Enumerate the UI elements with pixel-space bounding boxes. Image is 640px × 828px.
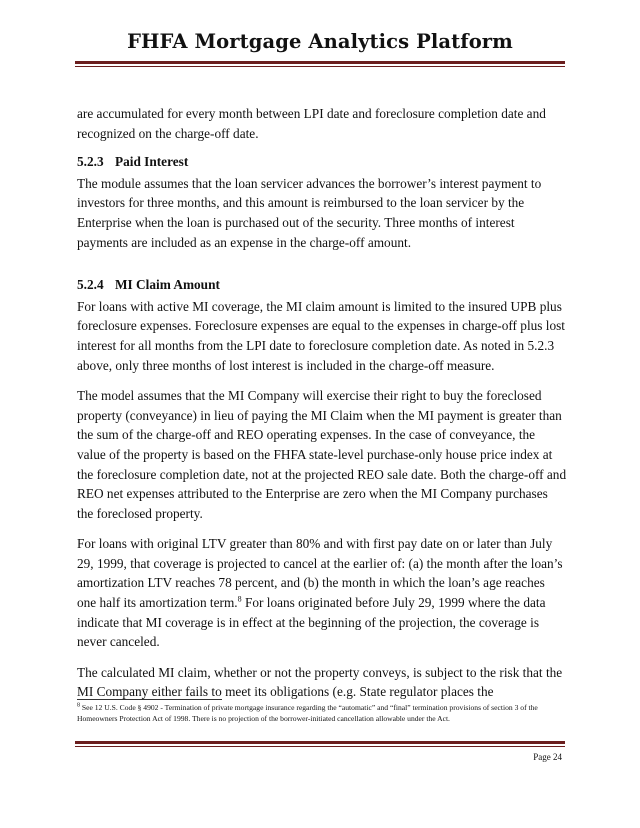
footnote-marker: 8	[77, 702, 80, 709]
footnote-reference[interactable]: 8	[237, 594, 242, 604]
header-rule-thick	[75, 61, 565, 64]
page-number: Page 24	[533, 752, 562, 762]
paragraph-paid-interest: The module assumes that the loan servicer advances the borrower’s interest payment to investors for three months, and this amount is reimbursed to the loan servicer by the Enterprise when the loan is purchased out of the security. Three months of interest payments are included as an expense in the charge-off amount.	[77, 175, 542, 250]
footer-rule-thin	[75, 746, 565, 747]
header-rule-thin	[75, 66, 565, 67]
paragraph-mi-claim-4: The calculated MI claim, whether or not the property conveys, is subject to the risk that the MI Company either fails to meet its obligations (e.g. State regulator places the	[77, 664, 563, 700]
section-number: 5.2.3	[77, 154, 104, 170]
footnote-text: See 12 U.S. Code § 4902 - Termination of private mortgage insurance regarding the “automatic” and “final” termination provisions of section 3 of the Homeowners Protection Act of 1998. There is no projection of the borrower-initiated cancellation allowable under the Act.	[77, 703, 538, 723]
paragraph-mi-claim-3	[77, 534, 567, 652]
page-header-title: FHFA Mortgage Analytics Platform	[127, 30, 513, 53]
section-title: Paid Interest	[115, 154, 189, 170]
section-number: 5.2.4	[77, 277, 104, 293]
paragraph-mi-claim-2: The model assumes that the MI Company will exercise their right to buy the foreclosed property (conveyance) in lieu of paying the MI Claim when the MI payment is greater than the sum of the charge-off and REO operating expenses. In the case of conveyance, the value of the property is based on the FHFA state-level purchase-only house price index at the foreclosure completion date, not at the projected REO sale date. Both the charge-off and REO net expenses attributed to the Enterprise are zero when the MI Company purchases the foreclosed property.	[77, 388, 567, 521]
section-title: MI Claim Amount	[115, 277, 220, 293]
section-heading-5-2-4	[77, 275, 567, 295]
section-heading-5-2-3	[77, 152, 567, 172]
paragraph-intro: are accumulated for every month between LPI date and foreclosure completion date and recognized on the charge-off date.	[77, 106, 546, 141]
footnote-separator	[77, 699, 222, 700]
paragraph-text: For loans with original LTV greater than 80% and with first pay date on or later than July 29, 1999, that coverage is projected to cancel at the earlier of: (a) the month after the loan’s amortization LTV reaches 78 percent, and (b) the month in which the loan’s age reaches one half its amortization term.	[77, 536, 563, 611]
paragraph-mi-claim-1: For loans with active MI coverage, the MI claim amount is limited to the insured UPB plus foreclosure expenses. Foreclosure expenses are equal to the expenses in charge-off plus lost interest for all months from the LPI date to foreclosure completion date. As noted in 5.2.3 above, only three months of lost interest is included in the charge-off measure.	[77, 298, 566, 373]
document-body	[77, 104, 567, 702]
footer-rule-thick	[75, 741, 565, 744]
footnote	[77, 703, 547, 724]
paragraph-text: For loans originated before July 29, 1999 where the data indicate that MI coverage is in effect at the beginning of the projection, the coverage is never canceled.	[77, 595, 546, 650]
